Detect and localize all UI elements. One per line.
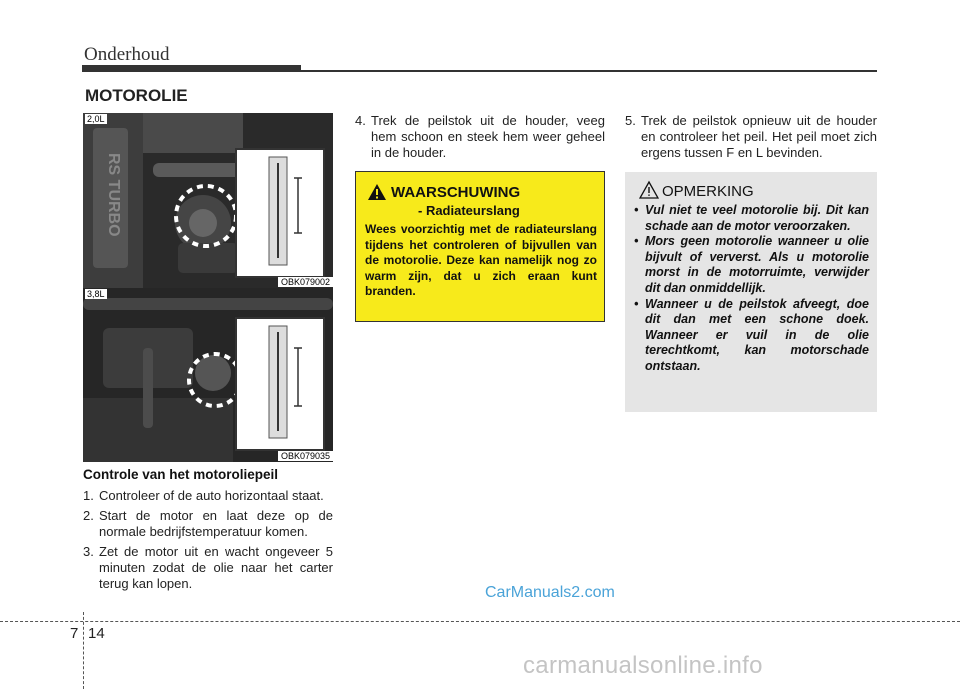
warning-title: WAARSCHUWING bbox=[391, 184, 521, 201]
header-bar bbox=[82, 65, 301, 72]
step-number: 4. bbox=[355, 113, 366, 128]
section-title: MOTOROLIE bbox=[85, 86, 188, 105]
step-4 bbox=[355, 113, 605, 161]
header-title: Onderhoud bbox=[84, 44, 170, 65]
warning-triangle-icon bbox=[367, 183, 387, 201]
note-list bbox=[634, 203, 869, 375]
step-number: 1. bbox=[83, 488, 94, 503]
watermark-bottom: carmanualsonline.info bbox=[523, 652, 763, 679]
image-code: OBK079035 bbox=[278, 451, 333, 461]
note-text: Mors geen motorolie wanneer u olie bijvult of ververst. Als u motorolie morst in de motorruimte, verwijder dit dan onmiddellijk. bbox=[645, 234, 869, 295]
step-number: 5. bbox=[625, 113, 636, 128]
engine-photo-2-0l bbox=[83, 113, 333, 288]
image-code: OBK079002 bbox=[278, 277, 333, 287]
step-text: Zet de motor uit en wacht ongeveer 5 minuten zodat de olie naar het carter terug kan lopen. bbox=[99, 544, 333, 591]
note-title: OPMERKING bbox=[662, 183, 754, 200]
footer-divider bbox=[0, 621, 960, 622]
list-item bbox=[83, 508, 333, 540]
list-item bbox=[634, 297, 869, 375]
list-item bbox=[634, 234, 869, 296]
page-number: 14 bbox=[88, 625, 105, 642]
bullet: • bbox=[634, 234, 639, 249]
list-item bbox=[83, 488, 333, 504]
svg-text:RS TURBO: RS TURBO bbox=[105, 153, 122, 237]
step-text: Trek de peilstok uit de houder, veeg hem schoon en steek hem weer geheel in de houder. bbox=[371, 113, 605, 160]
header-rule bbox=[301, 70, 877, 72]
note-text: Vul niet te veel motorolie bij. Dit kan schade aan de motor veroorzaken. bbox=[645, 203, 869, 233]
engine-photo-3-8l bbox=[83, 288, 333, 462]
chapter-number: 7 bbox=[70, 625, 79, 642]
step-number: 3. bbox=[83, 544, 94, 559]
step-text: Controleer of de auto horizontaal staat. bbox=[99, 488, 324, 503]
engine-illustration-1 bbox=[83, 113, 333, 288]
bullet: • bbox=[634, 203, 639, 217]
caution-triangle-icon bbox=[639, 180, 659, 200]
bullet: • bbox=[634, 296, 639, 311]
engine-illustration-2 bbox=[83, 288, 333, 462]
note-box bbox=[625, 172, 877, 412]
step-text: Start de motor en laat deze op de normale bedrijfstemperatuur komen. bbox=[99, 508, 333, 539]
note-text: Wanneer u de peilstok afveegt, doe dit dan met een schone doek. Wanneer er vuil in de olie terechtkomt, kan motorschade ontstaan. bbox=[645, 296, 869, 373]
warning-body: Wees voorzichtig met de radiateurslang tijdens het controleren of bijvullen van de motorolie. Deze kan namelijk nog zo warm zijn, dat u zich eraan kunt branden. bbox=[365, 222, 597, 298]
list-item bbox=[634, 203, 869, 234]
step-number: 2. bbox=[83, 508, 94, 523]
step-5 bbox=[625, 113, 877, 161]
warning-box bbox=[355, 171, 605, 322]
check-heading: Controle van het motoroliepeil bbox=[83, 467, 279, 482]
check-steps-list bbox=[83, 488, 333, 596]
warning-subtitle: - Radiateurslang bbox=[418, 203, 520, 218]
list-item bbox=[83, 544, 333, 592]
step-text: Trek de peilstok opnieuw uit de houder en controleer het peil. Het peil moet zich ergens tussen F en L bevinden. bbox=[641, 113, 877, 160]
engine-size-label: 3,8L bbox=[87, 289, 105, 299]
footer-vertical-divider bbox=[83, 612, 84, 689]
watermark-link-top[interactable]: CarManuals2.com bbox=[485, 584, 615, 601]
engine-size-label: 2,0L bbox=[87, 114, 105, 124]
